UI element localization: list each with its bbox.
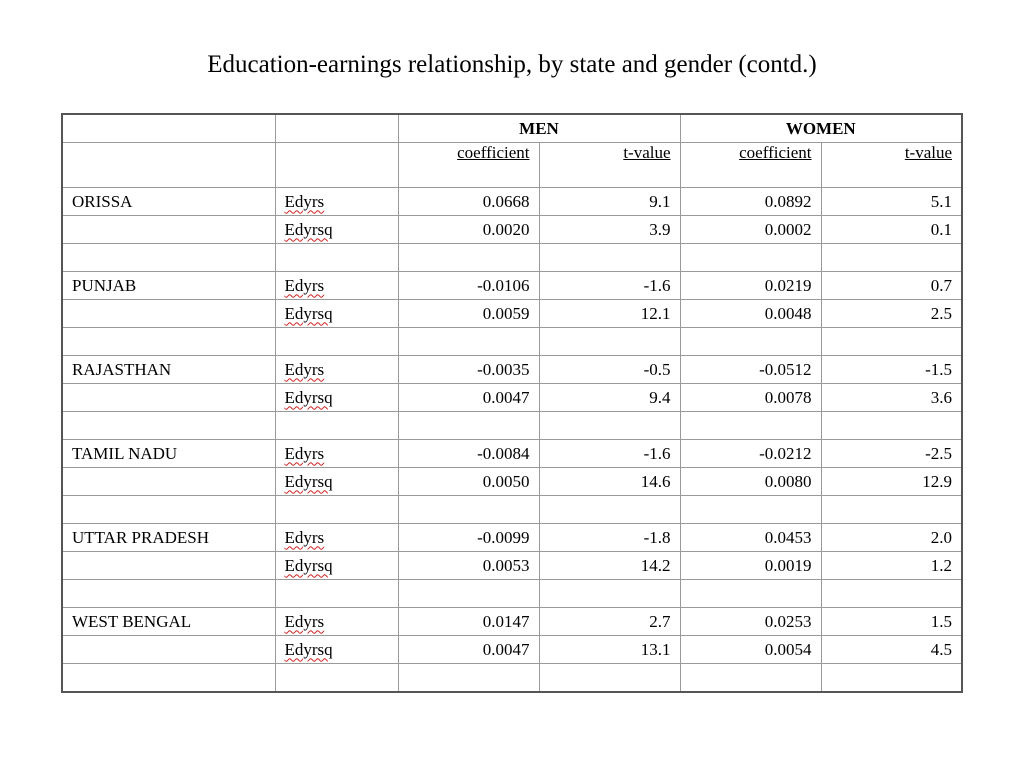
state-cell: RAJASTHAN xyxy=(62,356,275,384)
empty-cell xyxy=(62,580,275,608)
empty-cell xyxy=(398,580,539,608)
men-t-value-cell: 9.1 xyxy=(539,188,680,216)
variable-cell: Edyrsq xyxy=(275,468,398,496)
table-row xyxy=(62,552,962,580)
men-coefficient-cell: 0.0668 xyxy=(398,188,539,216)
state-cell: ORISSA xyxy=(62,188,275,216)
state-cell: TAMIL NADU xyxy=(62,440,275,468)
men-coefficient-cell: 0.0047 xyxy=(398,384,539,412)
women-t-value-cell: -1.5 xyxy=(821,356,962,384)
empty-cell xyxy=(821,664,962,693)
men-header: MEN xyxy=(398,114,680,143)
men-t-value-cell: 9.4 xyxy=(539,384,680,412)
empty-cell xyxy=(275,412,398,440)
table-row xyxy=(62,188,962,216)
empty-cell xyxy=(680,328,821,356)
empty-cell xyxy=(62,664,275,693)
table-row xyxy=(62,636,962,664)
men-t-value-cell: 2.7 xyxy=(539,608,680,636)
empty-cell xyxy=(398,496,539,524)
women-t-value-cell: 2.0 xyxy=(821,524,962,552)
slide-title: Education-earnings relationship, by state and gender (contd.) xyxy=(207,51,817,78)
header-blank-cell xyxy=(275,143,398,188)
men-t-value-cell: 13.1 xyxy=(539,636,680,664)
empty-cell xyxy=(680,496,821,524)
table-row xyxy=(62,216,962,244)
empty-cell xyxy=(62,496,275,524)
empty-cell xyxy=(680,244,821,272)
variable-cell: Edyrs xyxy=(275,608,398,636)
women-coefficient-cell: 0.0080 xyxy=(680,468,821,496)
men-coefficient-cell: -0.0035 xyxy=(398,356,539,384)
empty-cell xyxy=(539,664,680,693)
spacer-row xyxy=(62,496,962,524)
empty-cell xyxy=(821,328,962,356)
empty-cell xyxy=(275,580,398,608)
women-t-value-cell: 3.6 xyxy=(821,384,962,412)
variable-cell: Edyrsq xyxy=(275,552,398,580)
table-row xyxy=(62,272,962,300)
empty-cell xyxy=(680,412,821,440)
men-coefficient-cell: -0.0084 xyxy=(398,440,539,468)
empty-cell xyxy=(539,244,680,272)
women-coefficient-cell: 0.0078 xyxy=(680,384,821,412)
variable-cell: Edyrsq xyxy=(275,384,398,412)
empty-cell xyxy=(275,328,398,356)
women-t-value-cell: 2.5 xyxy=(821,300,962,328)
sub-header-row xyxy=(62,143,962,188)
women-coefficient-cell: 0.0002 xyxy=(680,216,821,244)
men-t-value-cell: -1.6 xyxy=(539,272,680,300)
spacer-row xyxy=(62,328,962,356)
variable-cell: Edyrs xyxy=(275,524,398,552)
women-coefficient-cell: 0.0253 xyxy=(680,608,821,636)
women-t-value-cell: 12.9 xyxy=(821,468,962,496)
empty-cell xyxy=(821,496,962,524)
women-t-value-cell: 4.5 xyxy=(821,636,962,664)
empty-cell xyxy=(62,328,275,356)
women-coefficient-cell: 0.0892 xyxy=(680,188,821,216)
men-coefficient-cell: 0.0053 xyxy=(398,552,539,580)
empty-cell xyxy=(398,664,539,693)
men-t-value-cell: -1.6 xyxy=(539,440,680,468)
men-coefficient-cell: 0.0059 xyxy=(398,300,539,328)
women-t-value-cell: 0.7 xyxy=(821,272,962,300)
header-blank-cell xyxy=(275,114,398,143)
women-header: WOMEN xyxy=(680,114,962,143)
empty-cell xyxy=(821,244,962,272)
state-cell xyxy=(62,300,275,328)
women-t-value-cell: 0.1 xyxy=(821,216,962,244)
header-blank-cell xyxy=(62,114,275,143)
empty-cell xyxy=(539,328,680,356)
men-coefficient-cell: 0.0047 xyxy=(398,636,539,664)
table-row xyxy=(62,356,962,384)
state-cell: PUNJAB xyxy=(62,272,275,300)
state-cell xyxy=(62,468,275,496)
group-header-row xyxy=(62,114,962,143)
women-coefficient-cell: -0.0512 xyxy=(680,356,821,384)
men-coefficient-cell: 0.0050 xyxy=(398,468,539,496)
state-cell xyxy=(62,384,275,412)
empty-cell xyxy=(680,580,821,608)
table-row xyxy=(62,384,962,412)
women-t-value-cell: 1.2 xyxy=(821,552,962,580)
variable-cell: Edyrsq xyxy=(275,636,398,664)
table-row xyxy=(62,468,962,496)
empty-cell xyxy=(680,664,821,693)
table-row xyxy=(62,524,962,552)
empty-cell xyxy=(539,580,680,608)
spacer-row xyxy=(62,244,962,272)
variable-cell: Edyrs xyxy=(275,356,398,384)
women-coefficient-cell: 0.0048 xyxy=(680,300,821,328)
spacer-row xyxy=(62,412,962,440)
state-cell: WEST BENGAL xyxy=(62,608,275,636)
header-blank-cell xyxy=(62,143,275,188)
men-t-value-header: t-value xyxy=(539,143,680,188)
table-row xyxy=(62,608,962,636)
empty-cell xyxy=(275,664,398,693)
women-t-value-cell: 5.1 xyxy=(821,188,962,216)
men-coefficient-cell: 0.0020 xyxy=(398,216,539,244)
men-t-value-cell: 14.6 xyxy=(539,468,680,496)
empty-cell xyxy=(539,412,680,440)
men-t-value-cell: 3.9 xyxy=(539,216,680,244)
table-row xyxy=(62,440,962,468)
women-coefficient-cell: 0.0019 xyxy=(680,552,821,580)
men-t-value-cell: -0.5 xyxy=(539,356,680,384)
women-coefficient-cell: -0.0212 xyxy=(680,440,821,468)
women-t-value-cell: 1.5 xyxy=(821,608,962,636)
variable-cell: Edyrs xyxy=(275,272,398,300)
variable-cell: Edyrsq xyxy=(275,300,398,328)
state-cell xyxy=(62,216,275,244)
empty-cell xyxy=(821,580,962,608)
empty-cell xyxy=(398,328,539,356)
men-coefficient-cell: -0.0106 xyxy=(398,272,539,300)
women-coefficient-header: coefficient xyxy=(680,143,821,188)
men-t-value-cell: 12.1 xyxy=(539,300,680,328)
men-coefficient-header: coefficient xyxy=(398,143,539,188)
empty-cell xyxy=(275,496,398,524)
women-t-value-header: t-value xyxy=(821,143,962,188)
spacer-row xyxy=(62,580,962,608)
men-t-value-cell: -1.8 xyxy=(539,524,680,552)
women-coefficient-cell: 0.0219 xyxy=(680,272,821,300)
empty-cell xyxy=(821,412,962,440)
empty-cell xyxy=(62,412,275,440)
table-row xyxy=(62,300,962,328)
empty-cell xyxy=(539,496,680,524)
empty-cell xyxy=(275,244,398,272)
women-coefficient-cell: 0.0054 xyxy=(680,636,821,664)
results-table xyxy=(61,113,963,693)
women-t-value-cell: -2.5 xyxy=(821,440,962,468)
women-coefficient-cell: 0.0453 xyxy=(680,524,821,552)
men-coefficient-cell: -0.0099 xyxy=(398,524,539,552)
variable-cell: Edyrs xyxy=(275,440,398,468)
state-cell xyxy=(62,552,275,580)
empty-cell xyxy=(398,412,539,440)
empty-cell xyxy=(62,244,275,272)
men-t-value-cell: 14.2 xyxy=(539,552,680,580)
empty-cell xyxy=(398,244,539,272)
variable-cell: Edyrs xyxy=(275,188,398,216)
state-cell xyxy=(62,636,275,664)
men-coefficient-cell: 0.0147 xyxy=(398,608,539,636)
state-cell: UTTAR PRADESH xyxy=(62,524,275,552)
spacer-row xyxy=(62,664,962,693)
variable-cell: Edyrsq xyxy=(275,216,398,244)
